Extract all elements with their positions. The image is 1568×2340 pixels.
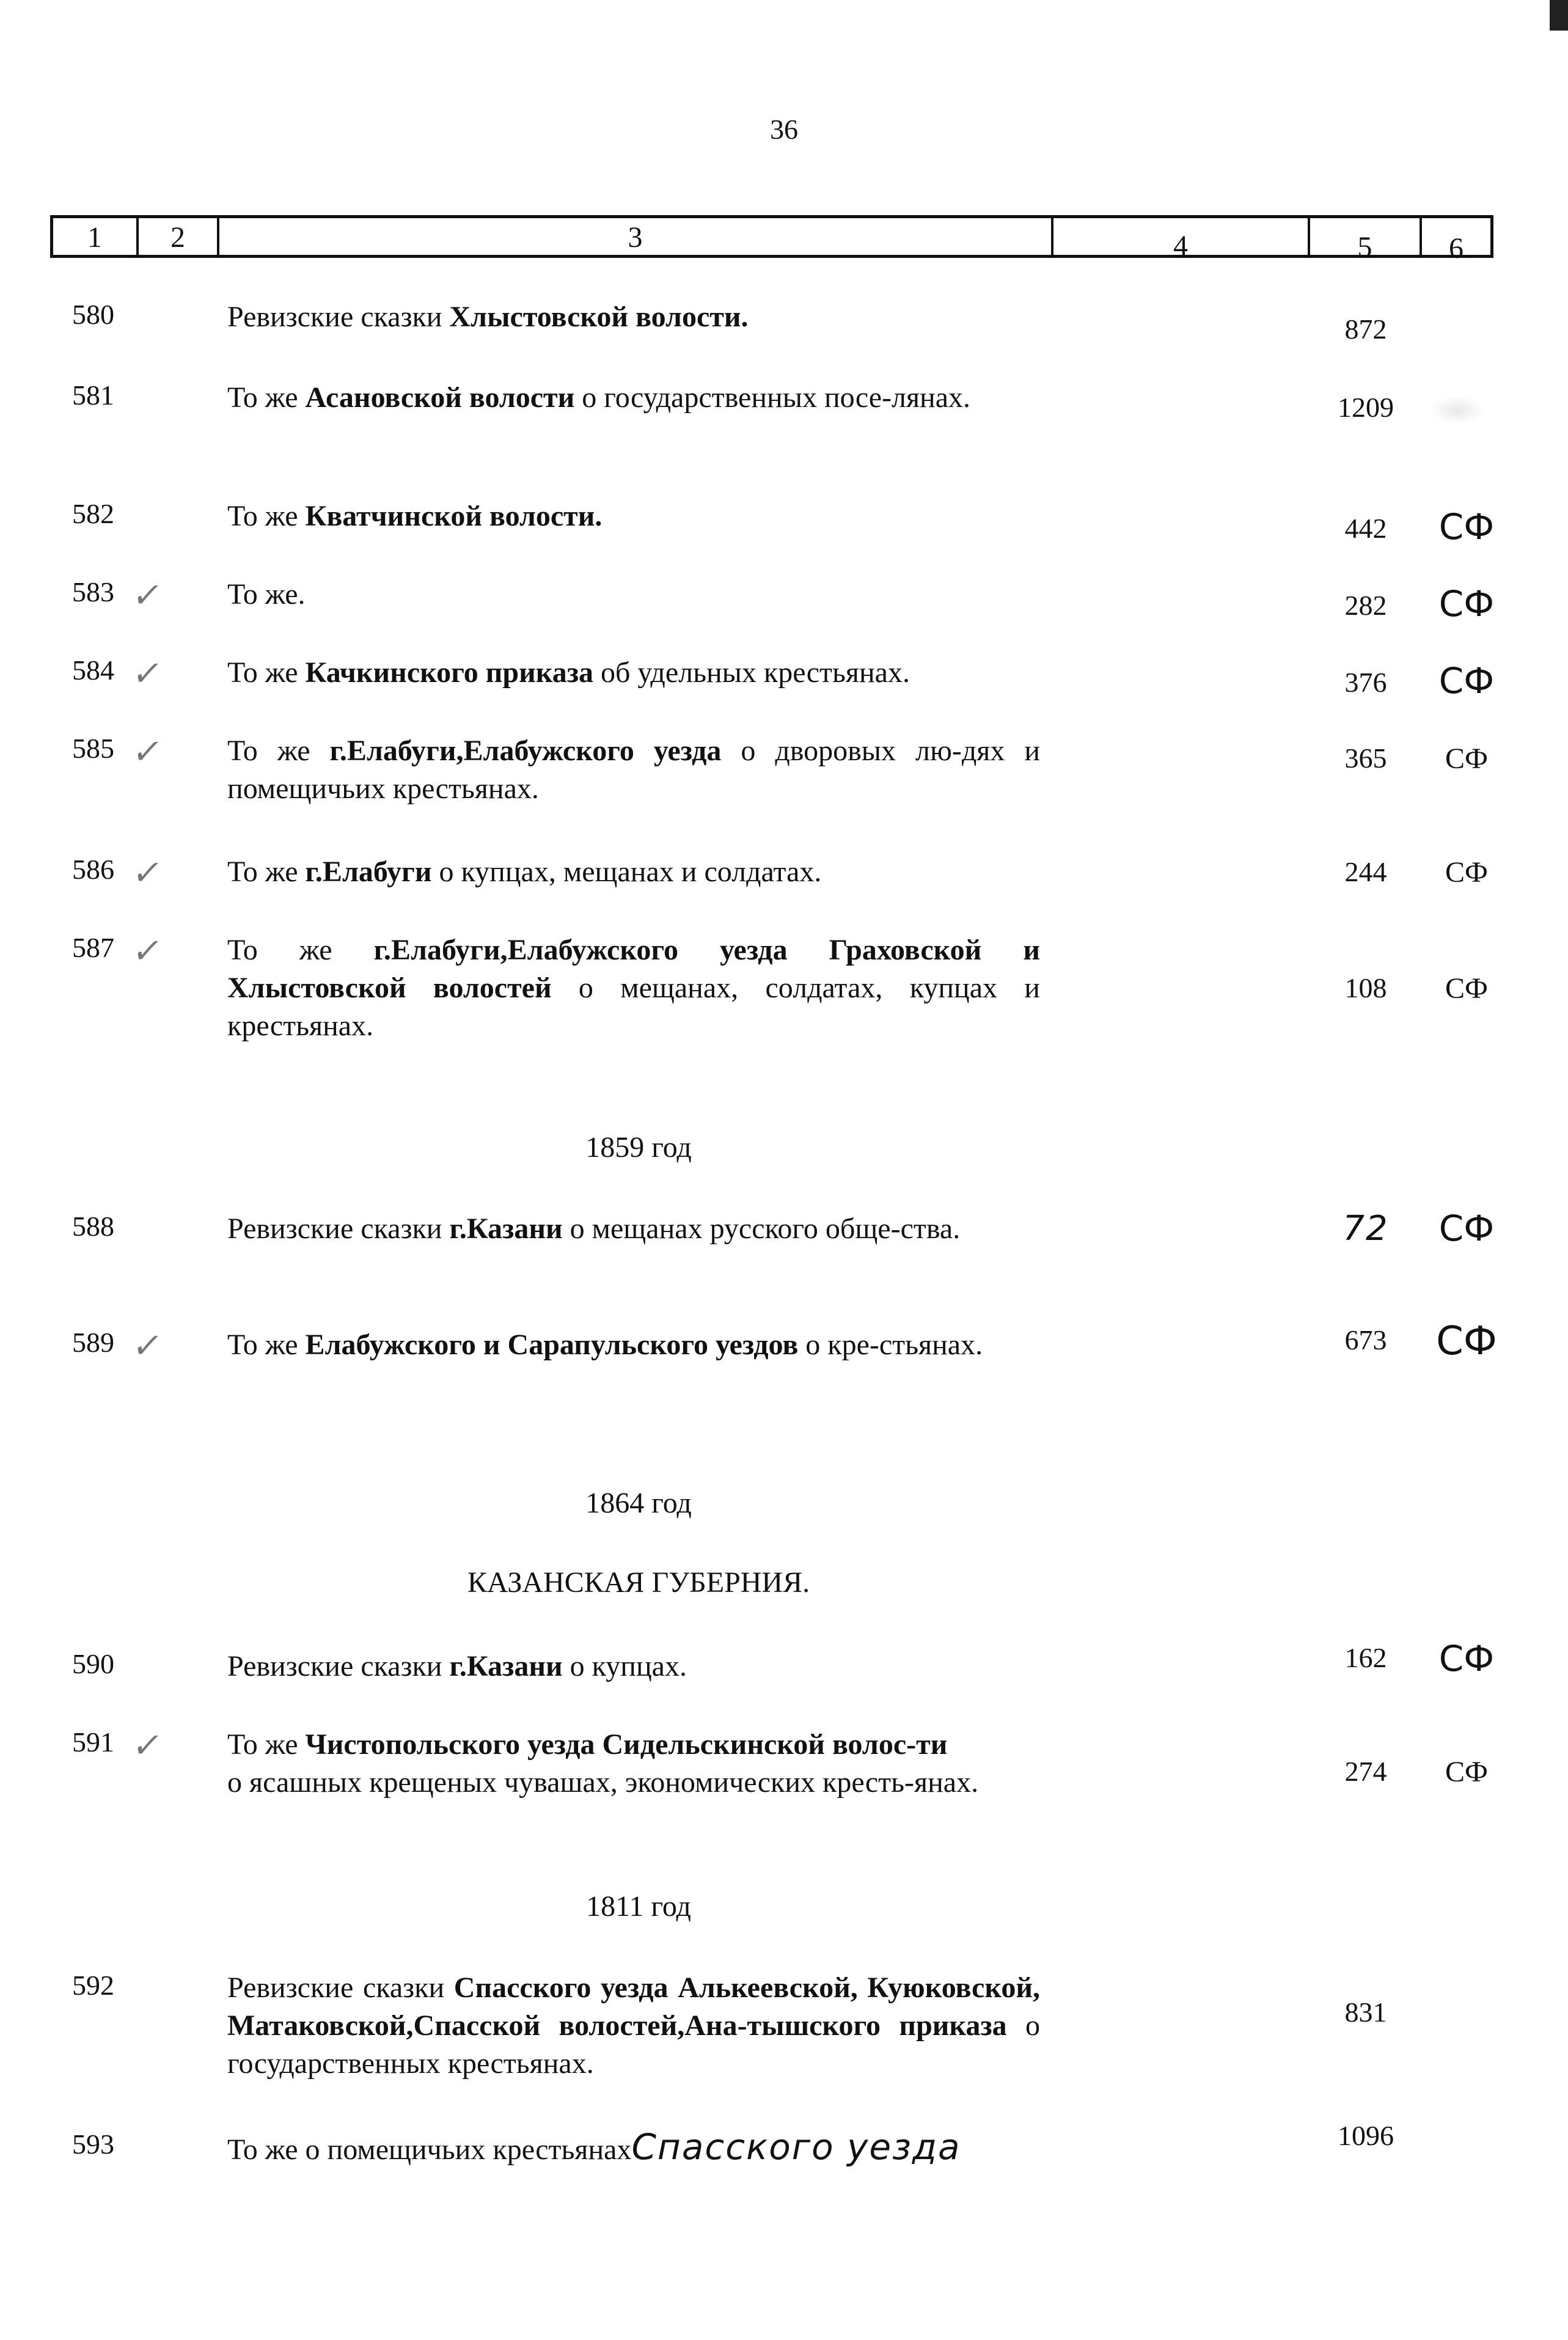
entry-description: То же Кватчинской волости. (227, 500, 603, 532)
column-header-2: 2 (139, 218, 219, 255)
entry-number: 589 (72, 1327, 114, 1358)
column-header-5: 5 (1310, 218, 1422, 255)
entry-note: СФ (1445, 856, 1488, 889)
checkmark-icon: ✓ (130, 853, 166, 893)
page-number: 36 (770, 114, 798, 145)
entry-description: То же о помещичьих крестьянахСпасского уезда (227, 2126, 961, 2168)
year-heading: 1811 год (586, 1890, 691, 1923)
scan-corner-shadow (1550, 0, 1568, 31)
entry-number: 592 (72, 1970, 114, 2001)
column-header-row (50, 215, 1493, 265)
province-heading: КАЗАНСКАЯ ГУБЕРНИЯ. (467, 1566, 810, 1599)
entry-count: 673 (1344, 1324, 1387, 1355)
entry-number: 585 (72, 733, 114, 764)
entry-number: 588 (72, 1211, 114, 1242)
entry-count: 244 (1344, 856, 1387, 887)
entry-description: То же Чистопольского уезда Сидельскинской волос-ти о ясашных крещеных чувашах, экономических кресть-янах. (227, 1728, 979, 1799)
column-header-4: 4 (1053, 218, 1310, 255)
year-heading: 1864 год (585, 1487, 692, 1519)
entry-description: Ревизские сказки Хлыстовской волости. (227, 301, 749, 333)
year-heading: 1859 год (585, 1131, 692, 1164)
entry-note: СФ (1445, 972, 1488, 1005)
entry-count: 831 (1344, 1997, 1387, 2028)
entry-count: 376 (1344, 667, 1387, 698)
entry-description: То же г.Елабуги,Елабужского уезда Граховской и Хлыстовской волостей о мещанах, солдатах, купцах и крестьянах. (227, 934, 1041, 1042)
entry-description: Ревизские сказки Спасского уезда Алькеевской, Куюковской, Матаковской,Спасской волостей,Ана-тышского приказа о государственных крестьянах. (227, 1971, 1041, 2080)
correction-smudge (1430, 396, 1485, 424)
handwritten-annotation: Спасского уезда (631, 2126, 961, 2168)
entry-note: СФ (1445, 1756, 1488, 1788)
entry-description: То же. (227, 578, 306, 611)
entry-count: 1209 (1338, 392, 1394, 423)
entry-number: 581 (72, 380, 114, 411)
column-header-6: 6 (1449, 232, 1464, 265)
entry-number: 587 (72, 932, 114, 963)
entry-number: 593 (72, 2129, 114, 2160)
entry-note: СФ (1438, 660, 1495, 702)
entry-count: 872 (1344, 314, 1387, 345)
entry-description: Ревизские сказки г.Казани о мещанах русского обще-ства. (227, 1212, 961, 1245)
entry-number: 583 (72, 576, 114, 607)
entry-count: 1096 (1338, 2120, 1394, 2151)
entry-note: СФ (1436, 1319, 1497, 1364)
entry-number: 586 (72, 854, 114, 885)
entry-count: 72 (1343, 1209, 1389, 1249)
entry-count: 162 (1344, 1642, 1387, 1673)
checkmark-icon: ✓ (130, 1726, 166, 1766)
entry-description: Ревизские сказки г.Казани о купцах. (227, 1650, 687, 1682)
entry-note: СФ (1438, 583, 1495, 625)
entry-note: СФ (1445, 743, 1488, 775)
column-header-1: 1 (53, 218, 139, 255)
entry-description: То же г.Елабуги о купцах, мещанах и солдатах. (227, 856, 822, 888)
entry-count: 442 (1344, 513, 1387, 544)
checkmark-icon: ✓ (130, 1326, 166, 1366)
checkmark-icon: ✓ (130, 931, 166, 971)
entry-count: 365 (1344, 743, 1387, 774)
column-header-3: 3 (219, 218, 1053, 255)
checkmark-icon: ✓ (130, 732, 166, 772)
entry-description: То же Качкинского приказа об удельных крестьянах. (227, 656, 910, 689)
checkmark-icon: ✓ (130, 576, 166, 615)
entry-number: 580 (72, 299, 114, 330)
checkmark-icon: ✓ (130, 654, 166, 694)
entry-note: СФ (1438, 506, 1495, 548)
entry-note: СФ (1438, 1638, 1495, 1679)
entry-number: 591 (72, 1726, 114, 1758)
entry-description: То же Асановской волости о государственных посе-лянах. (227, 381, 971, 414)
entry-count: 108 (1344, 972, 1387, 1003)
entry-note: СФ (1438, 1208, 1495, 1249)
entry-number: 590 (72, 1648, 114, 1679)
entry-count: 274 (1344, 1756, 1387, 1787)
entry-count: 282 (1344, 590, 1387, 621)
entry-number: 582 (72, 498, 114, 529)
entry-number: 584 (72, 655, 114, 686)
entry-description: То же г.Елабуги,Елабужского уезда о дворовых лю-дях и помещичьих крестьянах. (227, 735, 1041, 805)
entry-description: То же Елабужского и Сарапульского уездов о кре-стьянах. (227, 1329, 983, 1361)
